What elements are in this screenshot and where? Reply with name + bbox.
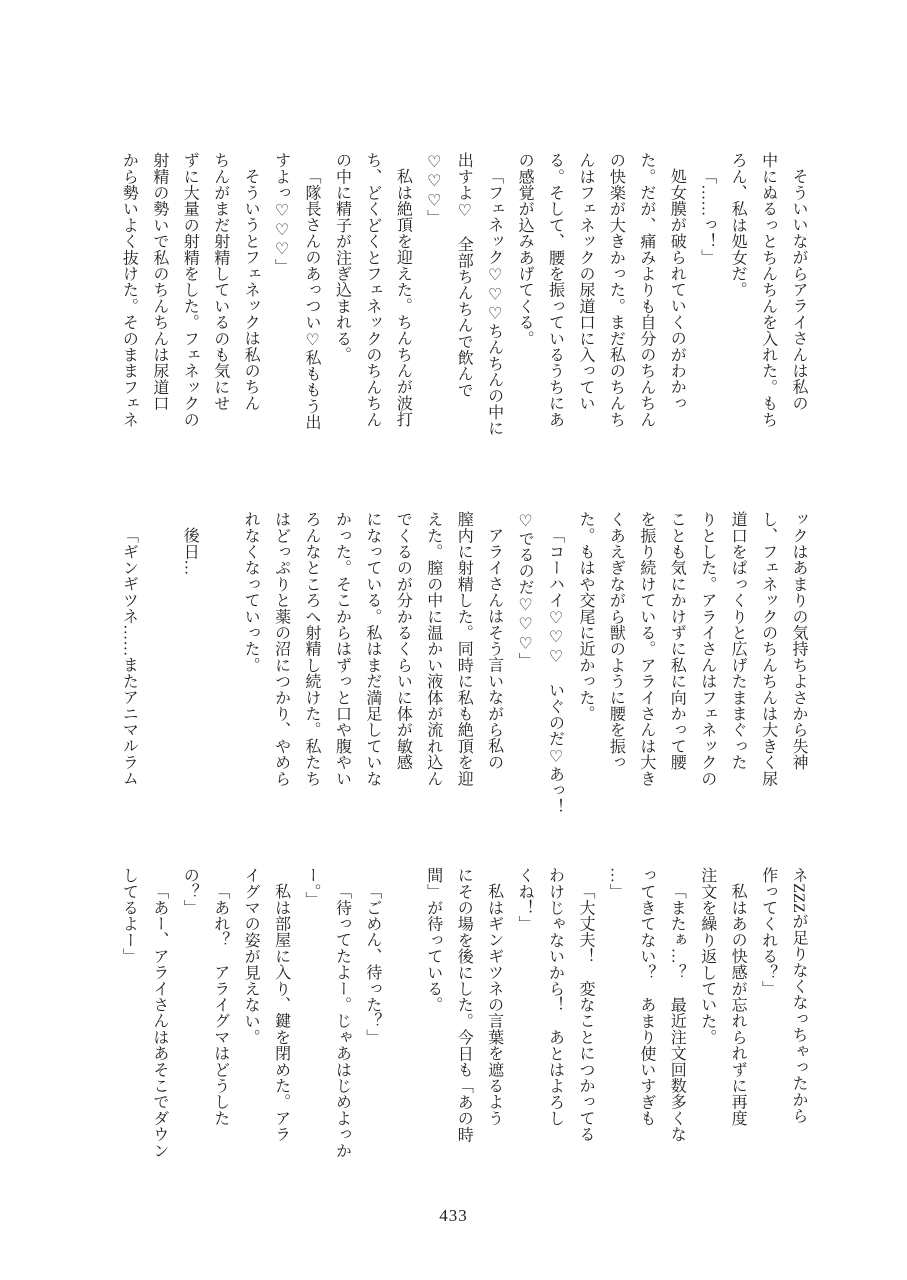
text-column: ー。」 xyxy=(303,867,320,908)
text-column: 注文を繰り返していた。 xyxy=(698,867,716,1046)
text-column: 「またぁ…？ 最近注文回数多くな xyxy=(668,883,686,1143)
text-column: ろん、私は処女だ。 xyxy=(729,152,747,298)
text-column: 「フェネック♡♡♡ちんちんの中に xyxy=(485,168,503,437)
text-column: …」 xyxy=(607,867,625,900)
blank-column xyxy=(387,867,417,1159)
text-column: の快楽が大きかった。まだ私のちんち xyxy=(607,152,625,428)
text-column: れなくなっていった。 xyxy=(242,511,260,673)
text-column: ち、どくどくとフェネックのちんちん xyxy=(363,152,381,428)
text-column: はどっぷりと薬の沼につかり、やめら xyxy=(272,511,290,787)
text-column: 膣内に射精した。同時に私も絶頂を迎 xyxy=(455,511,473,787)
text-column: でくるのが分かるくらいに体が敏感 xyxy=(394,511,412,771)
text-column: 私はギンギツネの言葉を遮るよう xyxy=(485,883,503,1126)
text-column: りとした。アライさんはフェネックの xyxy=(698,511,716,787)
text-column: ♡♡♡」 xyxy=(424,152,442,226)
text-column: ずに大量の射精をした。フェネックの xyxy=(181,152,199,428)
text-column: 間」が待っている。 xyxy=(424,867,442,1013)
text-column: ろんなところへ射精し続けた。私たち xyxy=(303,511,320,787)
blank-column xyxy=(204,511,234,803)
text-column: わけじゃないから！ あとはよろし xyxy=(546,867,564,1127)
text-column: し、フェネックのちんちんは大きく尿 xyxy=(759,511,777,787)
blank-column xyxy=(143,511,173,803)
text-column: かった。そこからはずっと口や腹やい xyxy=(333,511,351,787)
page-number: 433 xyxy=(439,1206,468,1225)
text-column: えた。膣の中に温かい液体が流れ込ん xyxy=(424,511,442,787)
text-column: る。そして、腰を振っているうちにあ xyxy=(546,152,564,428)
text-column: の？」 xyxy=(181,867,199,916)
text-column: 作ってくれる？」 xyxy=(759,867,777,997)
text-column: 「……っ！」 xyxy=(698,168,716,266)
text-column: くね！」 xyxy=(516,867,534,932)
text-column: んはフェネックの尿道口に入ってい xyxy=(576,152,594,412)
text-column: そういいながらアライさんは私の xyxy=(790,168,807,411)
text-column: にその場を後にした。今日も「あの時 xyxy=(455,867,473,1143)
text-column: ちんがまだ射精しているのも気にせ xyxy=(211,152,229,412)
text-column: ネZZZが足りなくなっちゃったから xyxy=(790,867,807,1124)
text-column: すよっ♡♡♡」 xyxy=(272,152,290,275)
text-column: から勢いよく抜けた。そのままフェネ xyxy=(120,152,138,428)
text-column: 射精の勢いで私のちんちんは尿道口 xyxy=(150,152,168,412)
text-column: 「コーハイ♡♡♡ いぐのだ♡あっ！ xyxy=(546,527,564,815)
text-column: 中にぬるっとちんちんを入れた。もち xyxy=(759,152,777,428)
text-column: 「ギンギツネ……またアニマルラム xyxy=(120,527,138,787)
text-column: くあえぎながら獣のように腰を振っ xyxy=(607,511,625,771)
text-column: してるよー」 xyxy=(120,867,138,965)
text-column: 出すよ♡ 全部ちんちんで飲んで xyxy=(455,152,473,398)
text-column: 私はあの快感が忘れられずに再度 xyxy=(729,883,747,1126)
text-column: ことも気にかけずに私に向かって腰 xyxy=(668,511,686,771)
text-column: 私は絶頂を迎えた。ちんちんが波打 xyxy=(394,168,412,428)
text-column: 「大丈夫！ 変なことにつかってる xyxy=(576,883,594,1143)
text-column: の感覚が込みあげてくる。 xyxy=(516,152,534,347)
text-column: 「隊長さんのあっつい♡私ももう出 xyxy=(303,168,320,431)
text-column: 「あれ？ アライグマはどうした xyxy=(211,883,229,1126)
text-column: ♡でるのだ♡♡♡」 xyxy=(516,511,534,669)
text-column: になっている。私はまだ満足していな xyxy=(363,511,381,787)
text-column: ってきてない？ あまり使いすぎも xyxy=(637,867,655,1127)
text-column: を振り続けている。アライさんは大き xyxy=(637,511,655,787)
text-column: 後日… xyxy=(181,527,199,576)
text-column: た。だが、痛みよりも自分のちんちん xyxy=(637,152,655,428)
text-column: ックはあまりの気持ちよさから失神 xyxy=(790,511,807,771)
text-column: た。もはや交尾に近かった。 xyxy=(576,511,594,722)
text-column: 「あー、アライさんはあそこでダウン xyxy=(150,883,168,1159)
text-column: 道口をぱっくりと広げたままぐった xyxy=(729,511,747,771)
text-column: イグマの姿が見えない。 xyxy=(242,867,260,1046)
text-column: の中に精子が注ぎ込まれる。 xyxy=(333,152,351,363)
text-column: アライさんはそう言いながら私の xyxy=(485,527,503,770)
text-column: 「ごめん、待った？」 xyxy=(363,883,381,1045)
text-band-middle xyxy=(113,511,813,815)
text-band-bottom xyxy=(113,867,813,1159)
text-column: 処女膜が破られていくのがわかっ xyxy=(668,168,686,411)
text-column: 私は部屋に入り、鍵を閉めた。アラ xyxy=(272,883,290,1143)
text-column: 「待ってたよー。じゃあはじめよっか xyxy=(333,883,351,1159)
text-band-top xyxy=(113,152,813,444)
text-column: そういうとフェネックは私のちん xyxy=(242,168,260,411)
